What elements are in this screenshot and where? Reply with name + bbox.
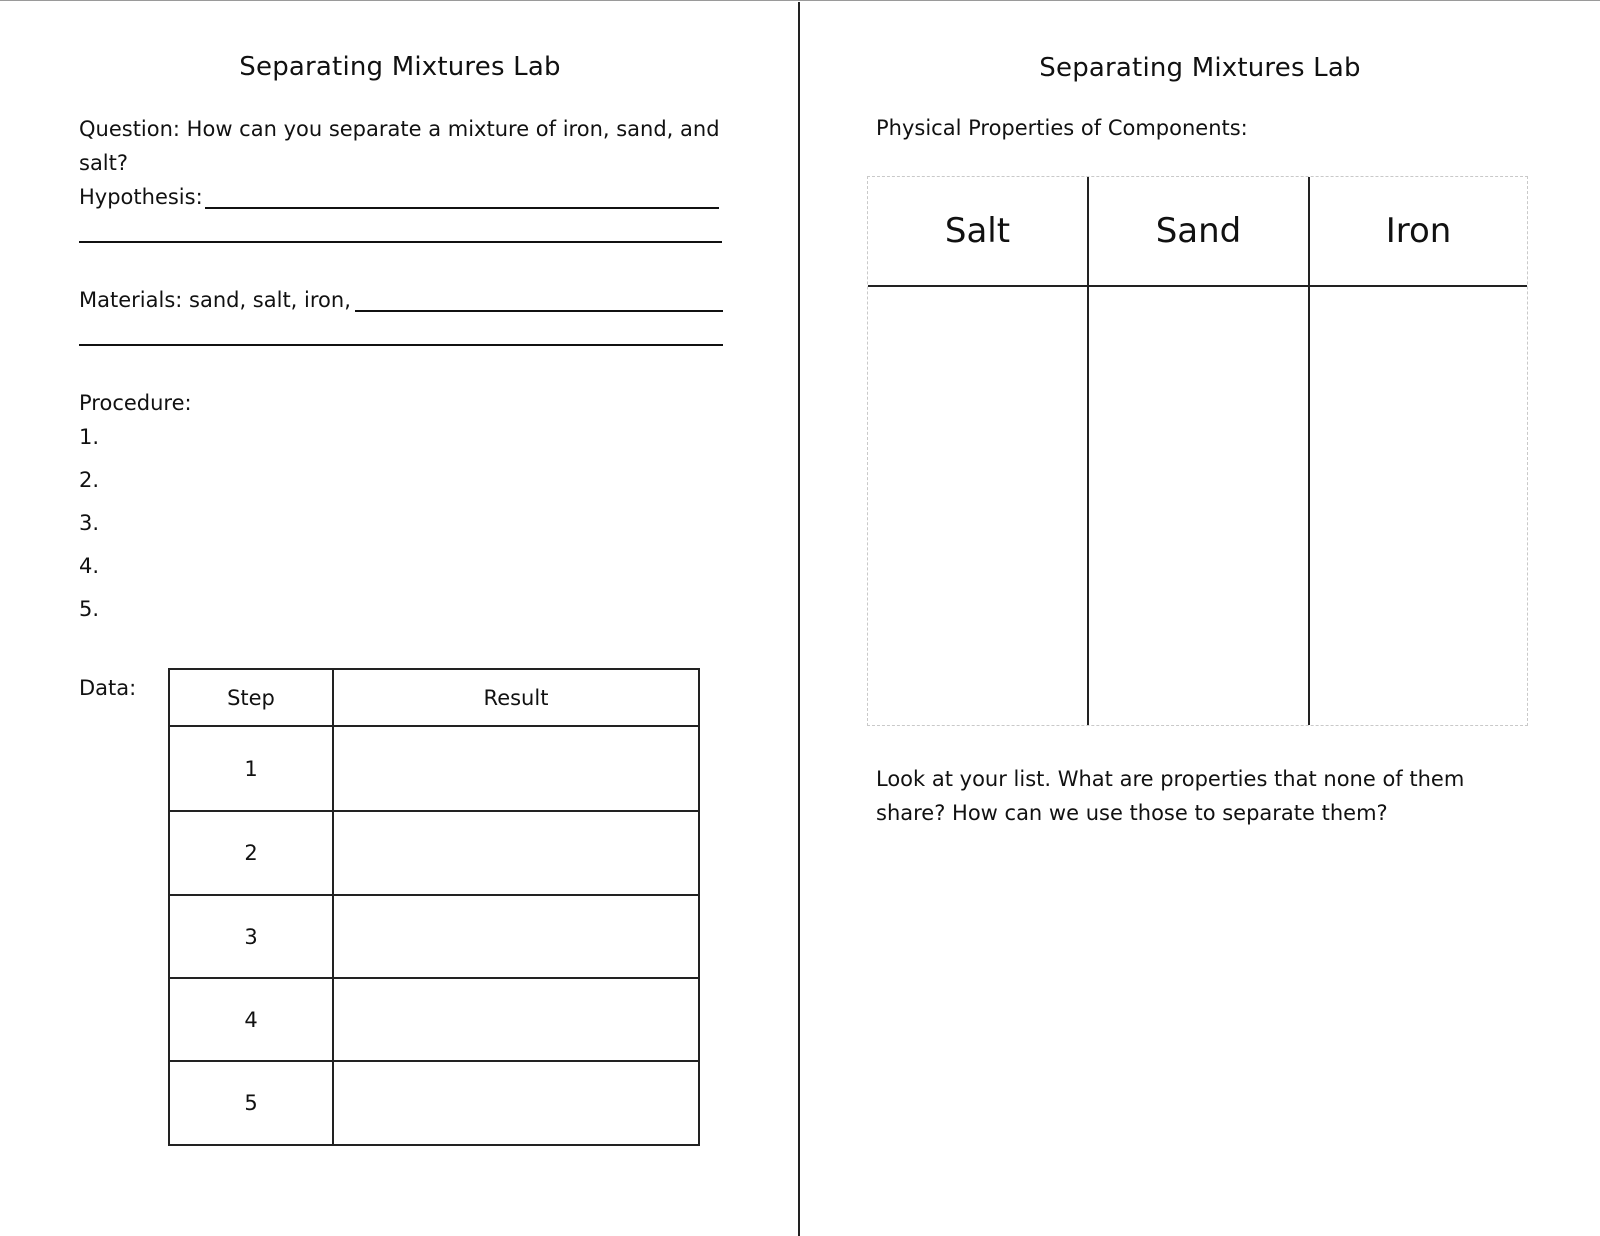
procedure-label: Procedure:: [79, 391, 192, 415]
materials-answer-line-2[interactable]: [79, 344, 723, 346]
table-row: [170, 977, 698, 1060]
procedure-step-number: 3.: [79, 511, 100, 535]
table-row: [170, 810, 698, 894]
step-number-cell: 4: [244, 1007, 258, 1032]
table-row: [170, 1060, 698, 1144]
data-label: Data:: [79, 676, 137, 700]
data-table-header-row: [170, 670, 698, 725]
left-worksheet-page: [0, 0, 798, 1236]
salt-properties-cell[interactable]: [868, 287, 1087, 725]
right-page-title: Separating Mixtures Lab: [1039, 53, 1361, 83]
iron-properties-cell[interactable]: [1310, 287, 1527, 725]
step-number-cell: 2: [244, 841, 258, 865]
iron-column-header: Iron: [1385, 211, 1452, 251]
procedure-step-number: 2.: [79, 468, 100, 492]
salt-column-header: Salt: [944, 211, 1011, 251]
materials-label: Materials: sand, salt, iron,: [79, 288, 351, 312]
step-number-cell: 1: [244, 756, 258, 781]
left-page-title: Separating Mixtures Lab: [239, 52, 561, 82]
reflection-prompt: Look at your list. What are properties that none of them share? How can we use those to separate them?: [876, 767, 1465, 825]
procedure-step-number: 4.: [79, 554, 100, 578]
procedure-step-number: 1.: [79, 425, 100, 449]
table-row: [170, 894, 698, 977]
sand-column-header: Sand: [1155, 211, 1242, 251]
data-table: [168, 668, 700, 1146]
properties-label: Physical Properties of Components:: [876, 116, 1248, 140]
materials-answer-line-1[interactable]: [355, 310, 723, 312]
result-cell[interactable]: [334, 812, 698, 894]
table-row: [170, 725, 698, 810]
step-number-cell: 3: [244, 924, 258, 949]
question-text: Question: How can you separate a mixture of iron, sand, and salt?: [79, 117, 720, 175]
properties-table: [867, 176, 1528, 726]
result-cell[interactable]: [334, 727, 698, 810]
sand-properties-cell[interactable]: [1089, 287, 1308, 725]
hypothesis-answer-line-1[interactable]: [205, 207, 719, 209]
result-column-header: Result: [483, 685, 549, 710]
result-cell[interactable]: [334, 896, 698, 977]
step-column-header: Step: [227, 685, 275, 710]
step-number-cell: 5: [244, 1091, 258, 1115]
procedure-step-number: 5.: [79, 597, 100, 621]
result-cell[interactable]: [334, 1062, 698, 1144]
right-worksheet-page: [800, 0, 1600, 1236]
result-cell[interactable]: [334, 979, 698, 1060]
hypothesis-answer-line-2[interactable]: [79, 241, 722, 243]
hypothesis-label: Hypothesis:: [79, 185, 203, 209]
